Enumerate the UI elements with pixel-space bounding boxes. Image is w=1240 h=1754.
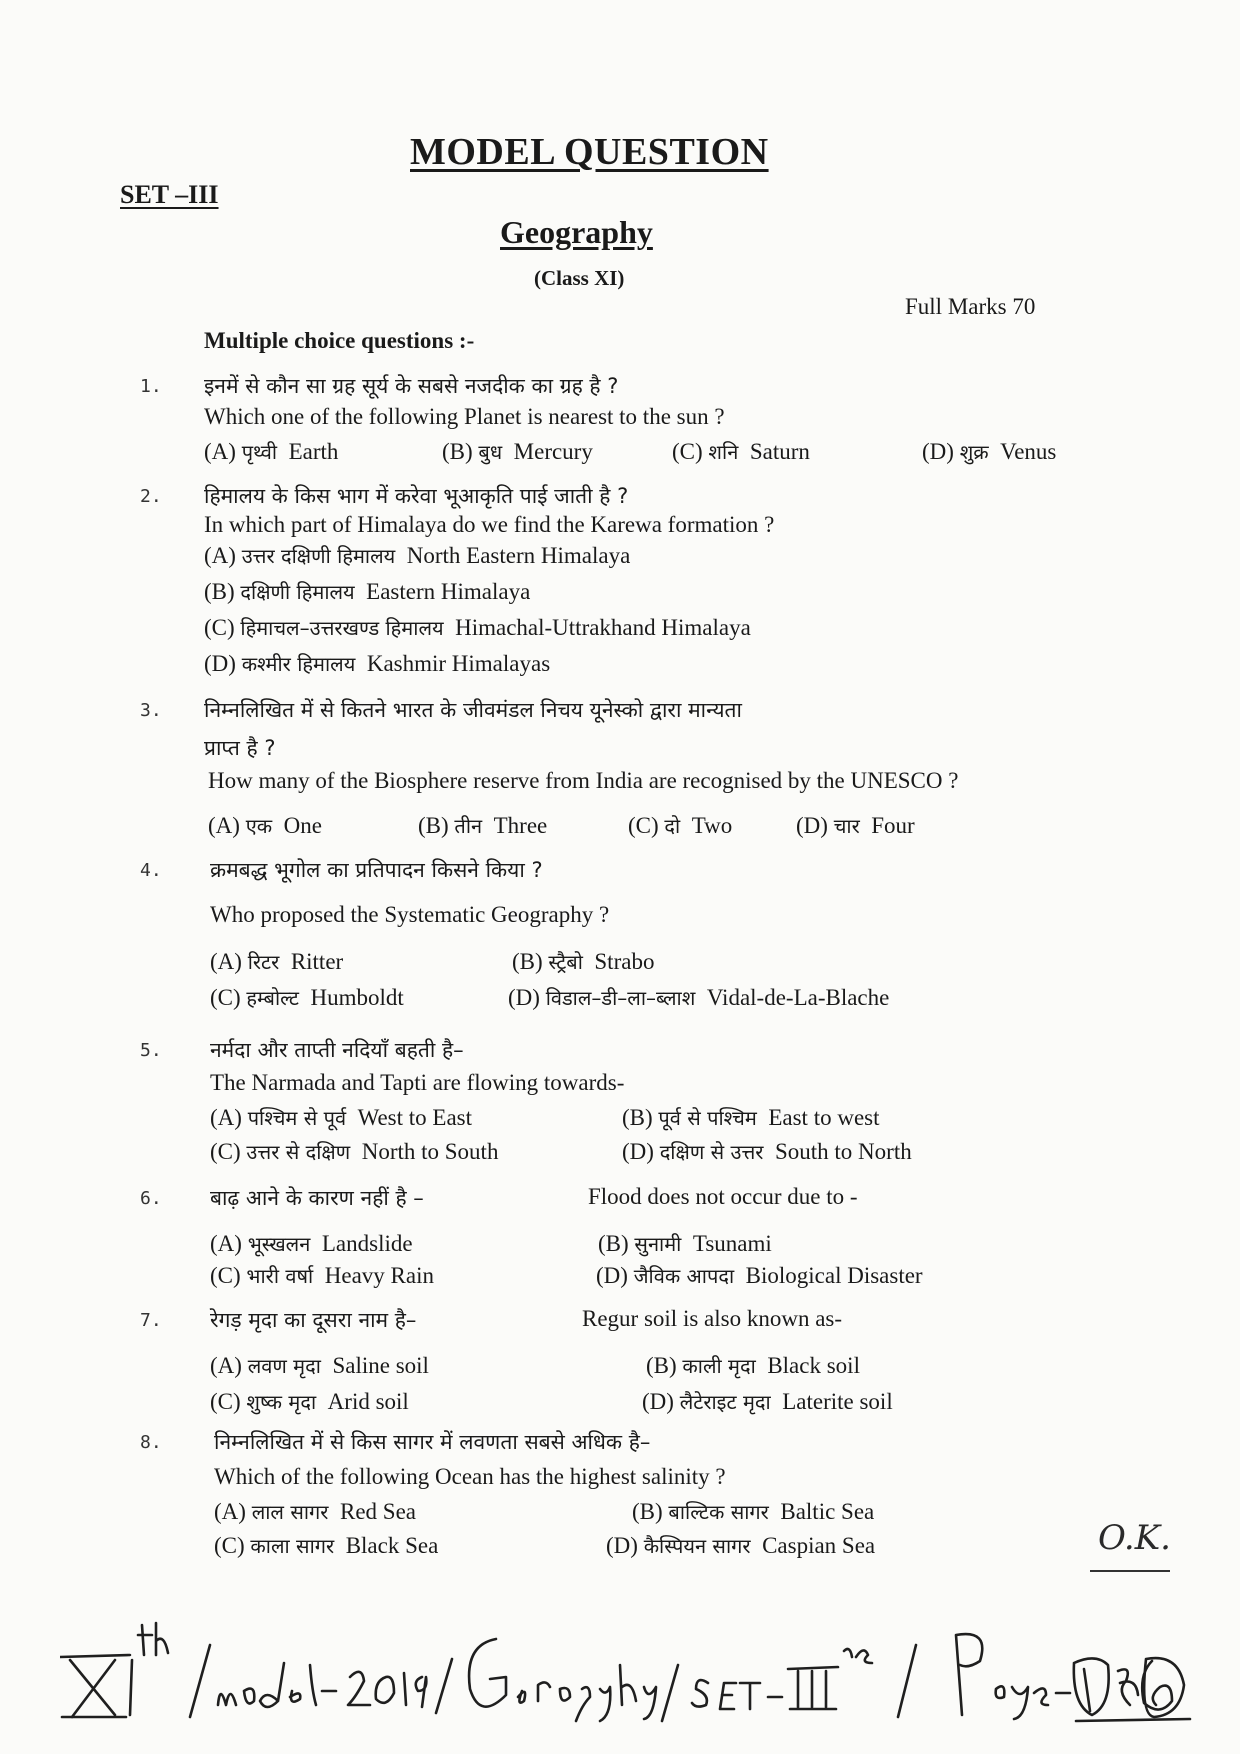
option-b: (B) पूर्व से पश्चिम East to west	[622, 1105, 880, 1130]
question-hindi: निम्नलिखित में से कितने भारत के जीवमंडल निचय यूनेस्को द्वारा मान्यता	[204, 698, 742, 722]
question-english: How many of the Biosphere reserve from India are recognised by the UNESCO ?	[208, 768, 959, 793]
option-a: (A) उत्तर दक्षिणी हिमालय North Eastern Himalaya	[204, 543, 631, 568]
question-english: Which of the following Ocean has the highest salinity ?	[214, 1464, 726, 1489]
option-d: (D) दक्षिण से उत्तर South to North	[622, 1139, 912, 1164]
question-english: Who proposed the Systematic Geography ?	[210, 902, 610, 927]
ok-underline	[1090, 1570, 1170, 1572]
option-b: (B) बुध Mercury	[442, 439, 593, 464]
option-a: (A) पश्चिम से पूर्व West to East	[210, 1105, 473, 1130]
question-hindi: हिमालय के किस भाग में करेवा भूआकृति पाई जाती है ?	[204, 484, 629, 508]
question-number: 2.	[140, 486, 162, 507]
question-hindi: रेगड़ मृदा का दूसरा नाम है–	[210, 1308, 417, 1332]
question-hindi-continued: प्राप्त है ?	[204, 736, 276, 760]
question-english: In which part of Himalaya do we find the Karewa formation ?	[204, 512, 775, 537]
option-c: (C) शनि Saturn	[672, 439, 810, 464]
option-c: (C) काला सागर Black Sea	[214, 1533, 439, 1558]
question-english: Regur soil is also known as-	[582, 1306, 843, 1331]
question-number: 5.	[140, 1040, 162, 1061]
question-number: 4.	[140, 860, 162, 881]
option-a: (A) भूस्खलन Landslide	[210, 1231, 413, 1256]
handwritten-footer	[60, 1605, 1210, 1725]
section-heading: Multiple choice questions :-	[204, 328, 475, 353]
question-hindi: इनमें से कौन सा ग्रह सूर्य के सबसे नजदीक का ग्रह है ?	[204, 374, 619, 398]
option-b: (B) दक्षिणी हिमालय Eastern Himalaya	[204, 579, 531, 604]
question-number: 3.	[140, 700, 162, 721]
question-number: 8.	[140, 1432, 162, 1453]
question-hindi: क्रमबद्ध भूगोल का प्रतिपादन किसने किया ?	[210, 858, 543, 882]
option-b: (B) स्ट्रैबो Strabo	[512, 949, 655, 974]
option-a: (A) पृथ्वी Earth	[204, 439, 339, 464]
question-number: 6.	[140, 1188, 162, 1209]
option-d: (D) जैविक आपदा Biological Disaster	[596, 1263, 923, 1288]
option-c: (C) हिमाचल–उत्तरखण्ड हिमालय Himachal-Uttrakhand Himalaya	[204, 615, 751, 640]
class-label: (Class XI)	[534, 266, 625, 290]
option-a: (A) एक One	[208, 813, 322, 838]
option-c: (C) भारी वर्षा Heavy Rain	[210, 1263, 434, 1288]
option-b: (B) तीन Three	[418, 813, 548, 838]
full-marks: Full Marks 70	[905, 294, 1036, 319]
question-hindi: बाढ़ आने के कारण नहीं है –	[210, 1186, 424, 1210]
question-number: 1.	[140, 376, 162, 397]
set-label: SET –III	[120, 180, 219, 209]
option-b: (B) बाल्टिक सागर Baltic Sea	[632, 1499, 875, 1524]
option-a: (A) लवण मृदा Saline soil	[210, 1353, 429, 1378]
option-b: (B) सुनामी Tsunami	[598, 1231, 772, 1256]
subject-heading: Geography	[500, 214, 653, 250]
option-d: (D) शुक्र Venus	[922, 439, 1057, 464]
handwritten-ok-mark: O.K.	[1098, 1518, 1171, 1558]
question-hindi: नर्मदा और ताप्ती नदियाँ बहती है–	[210, 1038, 464, 1062]
option-b: (B) काली मृदा Black soil	[646, 1353, 860, 1378]
option-c: (C) हम्बोल्ट Humboldt	[210, 985, 404, 1010]
option-a: (A) लाल सागर Red Sea	[214, 1499, 417, 1524]
document-title: MODEL QUESTION	[410, 131, 769, 173]
option-d: (D) चार Four	[796, 813, 915, 838]
option-d: (D) लैटेराइट मृदा Laterite soil	[642, 1389, 893, 1414]
option-c: (C) दो Two	[628, 813, 733, 838]
question-english: Flood does not occur due to -	[588, 1184, 858, 1209]
option-d: (D) विडाल–डी–ला–ब्लाश Vidal-de-La-Blache	[508, 985, 890, 1010]
option-c: (C) शुष्क मृदा Arid soil	[210, 1389, 409, 1414]
question-english: The Narmada and Tapti are flowing towards-	[210, 1070, 625, 1095]
option-c: (C) उत्तर से दक्षिण North to South	[210, 1139, 499, 1164]
option-a: (A) रिटर Ritter	[210, 949, 344, 974]
option-d: (D) कैस्पियन सागर Caspian Sea	[606, 1533, 876, 1558]
option-d: (D) कश्मीर हिमालय Kashmir Himalayas	[204, 651, 551, 676]
question-number: 7.	[140, 1310, 162, 1331]
question-english: Which one of the following Planet is nearest to the sun ?	[204, 404, 725, 429]
question-hindi: निम्नलिखित में से किस सागर में लवणता सबसे अधिक है–	[214, 1430, 651, 1454]
